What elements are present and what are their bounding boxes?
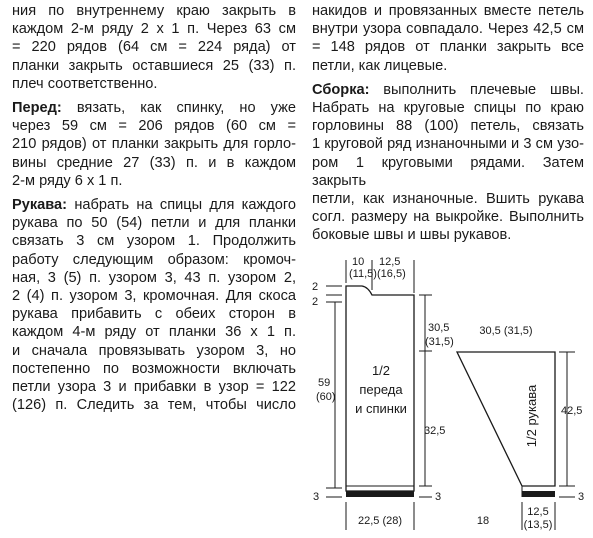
text-line: рукава по 50 (54) петли и для планки	[12, 215, 296, 232]
body-band-right: 3	[435, 491, 442, 503]
text-line: каждом 2-м ряду 2 х 1 п. Через 63 см	[12, 21, 296, 38]
body-neck-2a: 2	[312, 281, 319, 293]
text-line: боковые швы и швы рукавов.	[312, 227, 512, 244]
sleeve-bottom: 12,5	[527, 506, 549, 518]
text-line: накидов и провязанных вместе петель	[312, 3, 584, 19]
text-line: 1 круговой ряд изнаночными и 3 см узо-	[312, 136, 584, 153]
body-height: 59	[318, 377, 331, 389]
text-line: ная, 3 (5) п. узором 3, 43 п. узором 2,	[12, 269, 296, 286]
text-line: = 220 рядов (64 см = 224 ряда) от	[12, 39, 296, 56]
text-line: внутри узора совпадало. Через 42,5 см	[312, 21, 584, 38]
text-line: (126) п. Следить за тем, чтобы число	[12, 397, 296, 414]
text-line: ром 1 круговыми рядами. Затем закрыть	[312, 154, 584, 189]
body-top-b-alt: (16,5)	[377, 268, 406, 280]
text-line: планки закрыть оставшиеся 25 (33) п.	[12, 57, 296, 74]
body-height-alt: (60)	[316, 391, 336, 403]
front-heading: Перед:	[12, 100, 62, 117]
sleeve-label: 1/2 рукава	[524, 384, 539, 448]
sleeve-length: 42,5	[561, 405, 583, 417]
text-line: 2 (4) п. узором 3, кромочная. Для скоса	[12, 288, 296, 305]
text-line: рукава прибавить с обеих сторон в	[12, 306, 296, 323]
text-line: петли, как изнаночные. Вшить рукава	[312, 191, 584, 208]
body-top-b: 12,5	[379, 256, 401, 268]
body-label-line: 1/2	[371, 363, 391, 378]
text-line: работу следующим образом: кромоч-	[12, 251, 296, 268]
sleeves-heading: Рукава:	[12, 197, 68, 214]
sleeves-section-line: Рукава: набрать на спицы для каждого	[12, 197, 296, 214]
body-band-left: 3	[313, 491, 320, 503]
body-armhole-alt: (31,5)	[425, 336, 454, 348]
body-label-line: и спинки	[355, 401, 407, 416]
text-line: связать 3 см узором 1. Продолжить	[12, 233, 296, 250]
body-neck-2b: 2	[312, 296, 319, 308]
text-line: Набрать на круговые спицы по краю	[312, 100, 584, 117]
sleeve-cuff-band	[522, 491, 555, 497]
text-line: ния по внутреннему краю закрыть в	[12, 3, 296, 19]
front-section-line: Перед: вязать, как спинку, но уже	[12, 100, 296, 117]
sleeve-band: 3	[578, 491, 585, 503]
text-line: петли, как лицевые.	[312, 57, 448, 74]
body-label-line: переда	[359, 382, 403, 397]
text-line: согл. размеру на выкройке. Выполнить	[312, 209, 584, 226]
text-line: 2-м ряду 6 х 1 п.	[12, 172, 123, 189]
sleeve-bottom-alt: (13,5)	[523, 519, 553, 531]
body-top-a: 10	[352, 256, 365, 268]
text-line: плеч соответственно.	[12, 75, 158, 92]
text-line: горловины 88 (100) петель, связать	[312, 118, 584, 135]
text-line: вины средние 27 (33) п. и в каждом	[12, 154, 296, 171]
text-line: 210 рядов) от планки закрыть для горло-	[12, 136, 296, 153]
text-line: через 59 см = 206 рядов (60 см =	[12, 118, 296, 135]
sleeve-bottom-left: 18	[476, 515, 490, 527]
text-line: = 148 рядов от планки закрыть все	[312, 39, 584, 56]
text-line: каждом 4-м ряду от планки 36 х 1 п.	[12, 324, 296, 341]
body-width: 22,5 (28)	[357, 515, 403, 527]
text-line: петли узора 3 и прибавки в узор = 122	[12, 379, 296, 396]
assembly-section-line: Сборка: выполнить плечевые швы.	[312, 81, 584, 98]
body-hem-band	[346, 491, 414, 497]
text-line: постепенно по возможности включать	[12, 360, 296, 377]
sleeve-top: 30,5 (31,5)	[479, 325, 533, 337]
body-armhole: 30,5	[428, 322, 450, 334]
body-lower: 32,5	[424, 425, 446, 437]
assembly-heading: Сборка:	[312, 81, 370, 98]
body-top-a-alt: (11,5)	[349, 268, 377, 280]
text-line: и сначала провязывать узором 3, но	[12, 342, 296, 359]
sleeve-panel-outline	[457, 352, 555, 486]
